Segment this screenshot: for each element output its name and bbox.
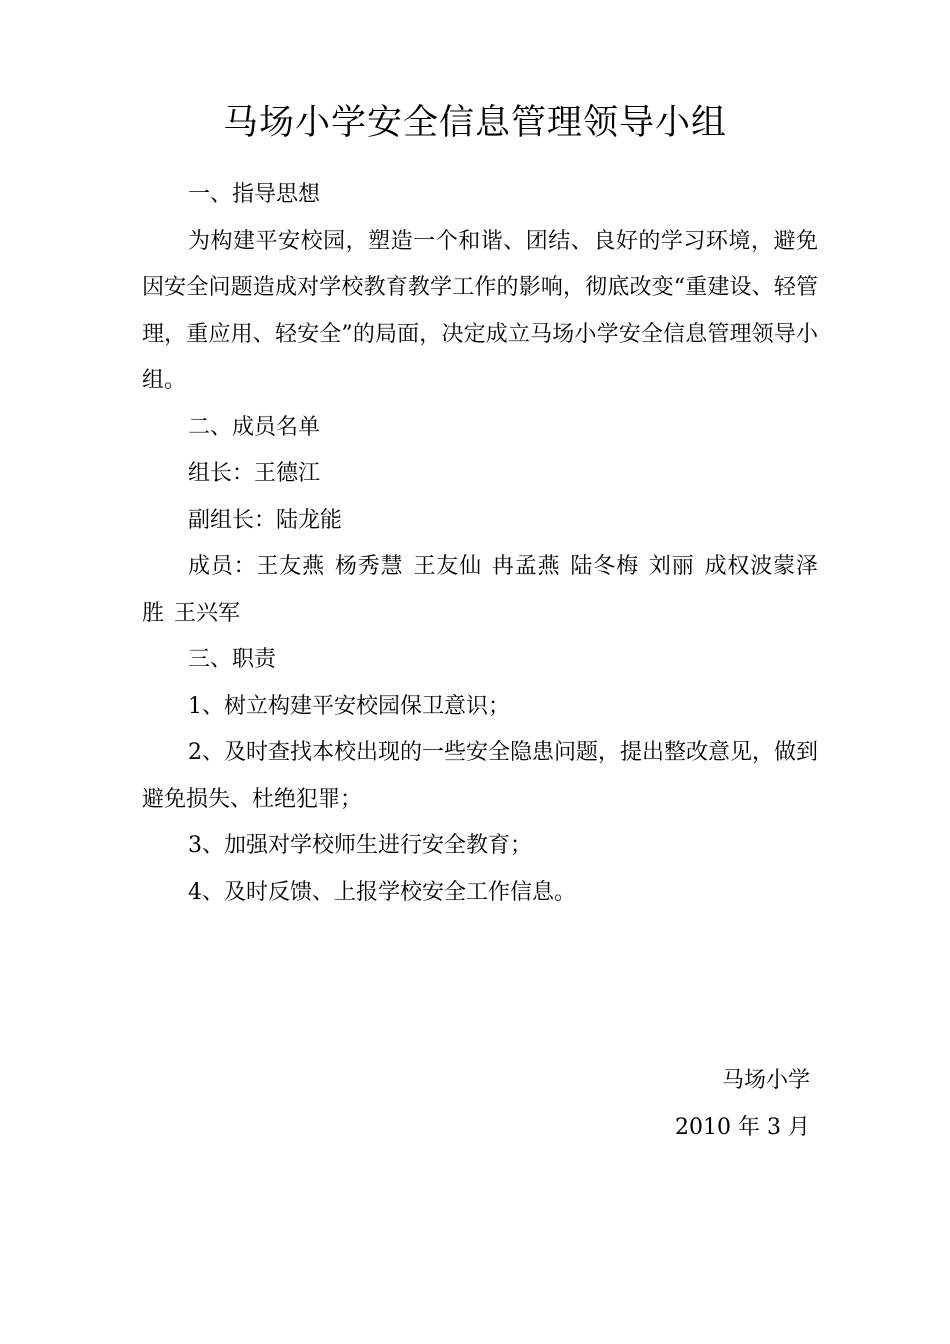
document-title: 马场小学安全信息管理领导小组: [222, 103, 727, 143]
members-line: [142, 544, 818, 637]
leader-line: 组长：王德江: [188, 461, 321, 486]
member-name: 冉孟燕: [491, 554, 561, 579]
deputy-line: 副组长：陆龙能: [188, 507, 343, 533]
members-label: 成员：: [188, 554, 257, 579]
member-name: 王友燕: [256, 554, 325, 579]
signature-date: 2010 年 3 月: [675, 1114, 810, 1140]
section-heading-guiding: 一、指导思想: [188, 182, 321, 207]
signature-block: [675, 1058, 810, 1151]
member-name: 王友仙: [413, 554, 482, 579]
member-name: 刘丽: [648, 554, 695, 579]
duty-item: 2、及时查找本校出现的一些安全隐患问题，提出整改意见，做到避免损失、杜绝犯罪；: [142, 740, 818, 812]
section-heading-duties: 三、职责: [188, 647, 277, 672]
member-name: 陆冬梅: [570, 554, 639, 579]
duty-item: 1、树立构建平安校园保卫意识；: [188, 693, 510, 719]
member-name: 王兴军: [174, 600, 241, 626]
document-body: [142, 172, 818, 916]
member-name: 蒙泽胜: [142, 554, 818, 626]
signature-org: 马场小学: [721, 1068, 810, 1093]
member-name: 杨秀慧: [334, 554, 404, 579]
member-name: 成权波: [704, 554, 774, 579]
guiding-paragraph: 为构建平安校园，塑造一个和谐、团结、良好的学习环境，避免因安全问题造成对学校教育教学工作的影响，彻底改变“重建设、轻管理，重应用、轻安全”的局面，决定成立马场小学安全信息管理领导小组。: [142, 228, 818, 393]
section-heading-members: 二、成员名单: [188, 414, 321, 440]
duty-item: 3、加强对学校师生进行安全教育；: [188, 833, 532, 858]
duty-item: 4、及时反馈、上报学校安全工作信息。: [188, 879, 576, 905]
